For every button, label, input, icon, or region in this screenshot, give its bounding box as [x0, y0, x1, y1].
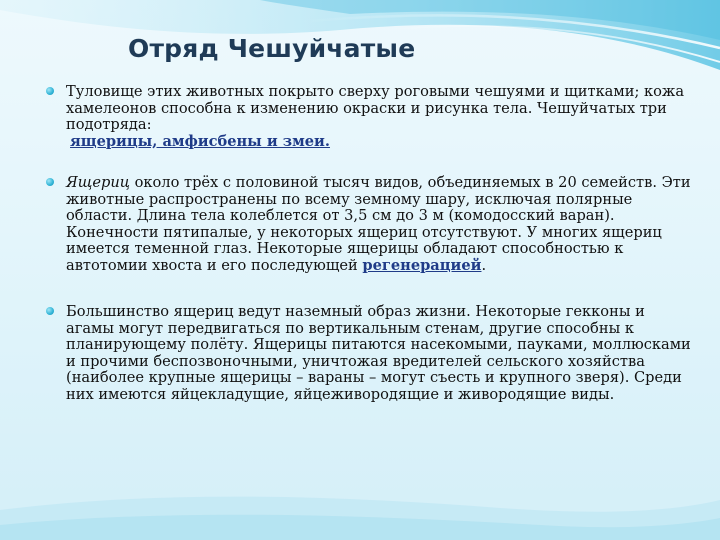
slide-content [44, 84, 694, 403]
bullet-item-2 [44, 175, 694, 274]
bottom-wave-decoration [0, 470, 720, 540]
suborders-link[interactable]: ящерицы, амфисбены и змеи. [70, 132, 330, 150]
bullet-2-text: около трёх с половиной тысяч видов, объединяемых в 20 семейств. Эти животные распространены по всему земному шару, исключая полярные области. Длина тела колеблется от 3,5 см до 3 м (комодосский варан). Конечности пятипалые, у некоторых ящериц отсутствуют. У многих ящериц имеется теменной глаз. Некоторые ящерицы обладают способностью к автотомии хвоста и его последующей [66, 174, 691, 274]
bullet-item-3 [44, 304, 694, 403]
bullet-item-1 [44, 84, 694, 150]
slide-title: Отряд Чешуйчатые [128, 34, 416, 63]
bullet-2-end: . [481, 256, 487, 274]
bullet-1-text: Туловище этих животных покрыто сверху роговыми чешуями и щитками; кожа хамелеонов способна к изменению окраски и рисунка тела. Чешуйчатых три подотряда: [66, 83, 685, 133]
bullet-icon [46, 307, 54, 315]
regeneration-link[interactable]: регенерацией [362, 256, 482, 274]
bullet-icon [46, 178, 54, 186]
bullet-2-italic: Ящериц [66, 174, 130, 191]
bullet-icon [46, 87, 54, 95]
bullet-3-text: Большинство ящериц ведут наземный образ жизни. Некоторые гекконы и агамы могут передвигаться по вертикальным стенам, другие способны к планирующему полёту. Ящерицы питаются насекомыми, пауками, моллюсками и прочими беспозвоночными, уничтожая вредителей сельского хозяйства (наиболее крупные ящерицы – вараны – могут съесть и крупного зверя). Среди них имеются яйцекладущие, яйцеживородящие и живородящие виды. [66, 303, 691, 403]
